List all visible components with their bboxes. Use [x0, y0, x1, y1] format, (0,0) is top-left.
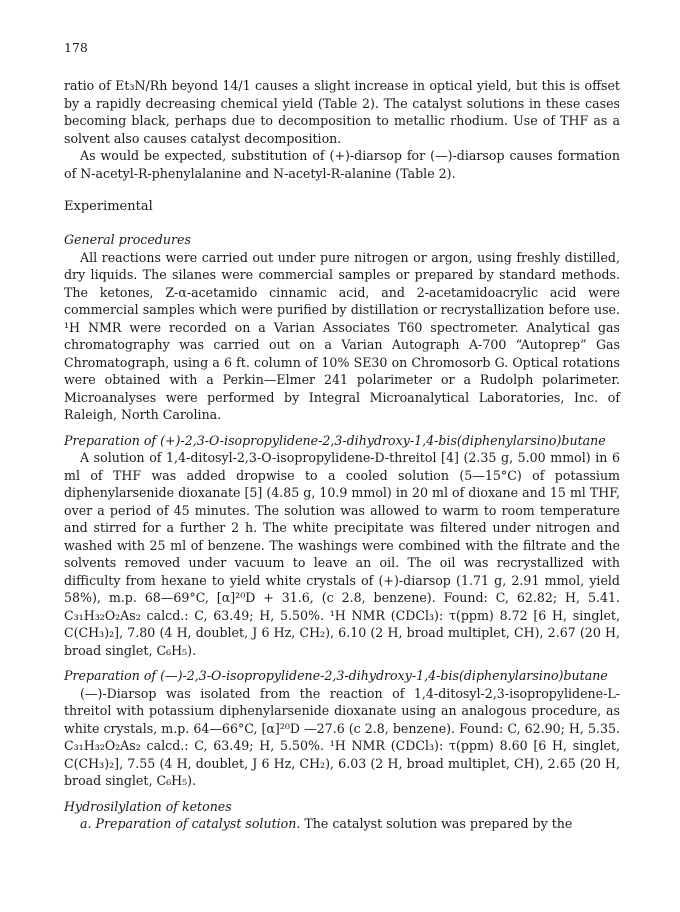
- general-procedures-text: All reactions were carried out under pure nitrogen or argon, using freshly distilled, dry liquids. The silanes were commercial samples or prepared by standard methods. The ketones, Z-α-acetamido cinnamic acid, and 2-acetamidoacrylic acid were commercial samples which were purified by distillation or recrystallization before use. ¹H NMR were recorded on a Varian Associates T60 spectrometer. Analytical gas chromatography was carried out on a Varian Autograph A-700 “Autoprep” Gas Chromatograph, using a 6 ft. column of 10% SE30 on Chromosorb G. Optical rotations were obtained with a Perkin—Elmer 241 polarimeter or a Rudolph polarimeter. Microanalyses were performed by Integral Microanalytical Laboratories, Inc. of Raleigh, North Carolina.: [64, 249, 620, 422]
- prep-minus-diarsop-text: (—)-Diarsop was isolated from the reaction of 1,4-ditosyl-2,3-isopropylidene-L-threitol with potassium diphenylarsenide dioxanate using an analogous procedure, as white crystals, m.p. 64—66°C, [α]²⁰D —27.6 (c 2.8, benzene). Found: C, 62.90; H, 5.35. C₃₁H₃₂O₂As₂ calcd.: C, 63.49; H, 5.50%. ¹H NMR (CDCl₃): τ(ppm) 8.60 [6 H, singlet, C(CH₃)₂], 7.55 (4 H, doublet, J 6 Hz, CH₂), 6.03 (2 H, broad multiplet, CH), 2.65 (20 H, broad singlet, C₆H₅).: [64, 685, 620, 788]
- experimental-heading: Experimental: [64, 199, 153, 214]
- catalyst-prep-paragraph: [64, 815, 620, 833]
- page-number: 178: [64, 40, 88, 55]
- prep-plus-diarsop-text: A solution of 1,4-ditosyl-2,3-O-isopropylidene-D-threitol [4] (2.35 g, 5.00 mmol) in 6 ml of THF was added dropwise to a cooled solution (5—15°C) of potassium diphenylarsenide dioxanate [5] (4.85 g, 10.9 mmol) in 20 ml of dioxane and 15 ml THF, over a period of 45 minutes. The solution was allowed to warm to room temperature and stirred for a further 2 h. The white precipitate was filtered under nitrogen and washed with 25 ml of benzene. The washings were combined with the filtrate and the solvents removed under vacuum to leave an oil. The oil was recrystallized with difficulty from hexane to yield white crystals of (+)-diarsop (1.71 g, 2.91 mmol, yield 58%), m.p. 68—69°C, [α]²⁰D + 31.6, (c 2.8, benzene). Found: C, 62.82; H, 5.41. C₃₁H₃₂O₂As₂ calcd.: C, 63.49; H, 5.50%. ¹H NMR (CDCl₃): τ(ppm) 8.72 [6 H, singlet, C(CH₃)₂], 7.80 (4 H, doublet, J 6 Hz, CH₂), 6.10 (2 H, broad multiplet, CH), 2.67 (20 H, broad singlet, C₆H₅).: [64, 450, 620, 658]
- prep-minus-diarsop-heading: Preparation of (—)-2,3-O-isopropylidene-2,3-dihydroxy-1,4-bis(diphenylarsino)butane: [64, 668, 608, 683]
- intro-paragraph-2: As would be expected, substitution of (+)-diarsop for (—)-diarsop causes formation of N-acetyl-R-phenylalanine and N-acetyl-R-alanine (Table 2).: [64, 148, 620, 181]
- hydrosilylation-heading: Hydrosilylation of ketones: [64, 798, 232, 814]
- intro-paragraph-1: ratio of Et₃N/Rh beyond 14/1 causes a slight increase in optical yield, but this is offset by a rapidly decreasing chemical yield (Table 2). The catalyst solutions in these cases becoming black, perhaps due to decomposition to metallic rhodium. Use of THF as a solvent also causes catalyst decomposition.: [64, 78, 620, 146]
- catalyst-prep-text: The catalyst solution was prepared by the: [304, 816, 573, 831]
- catalyst-prep-label: a. Preparation of catalyst solution.: [80, 816, 301, 831]
- prep-plus-diarsop-heading: Preparation of (+)-2,3-O-isopropylidene-2,3-dihydroxy-1,4-bis(diphenylarsino)butane: [64, 432, 606, 448]
- general-procedures-heading: General procedures: [64, 232, 191, 247]
- journal-page: [64, 40, 620, 833]
